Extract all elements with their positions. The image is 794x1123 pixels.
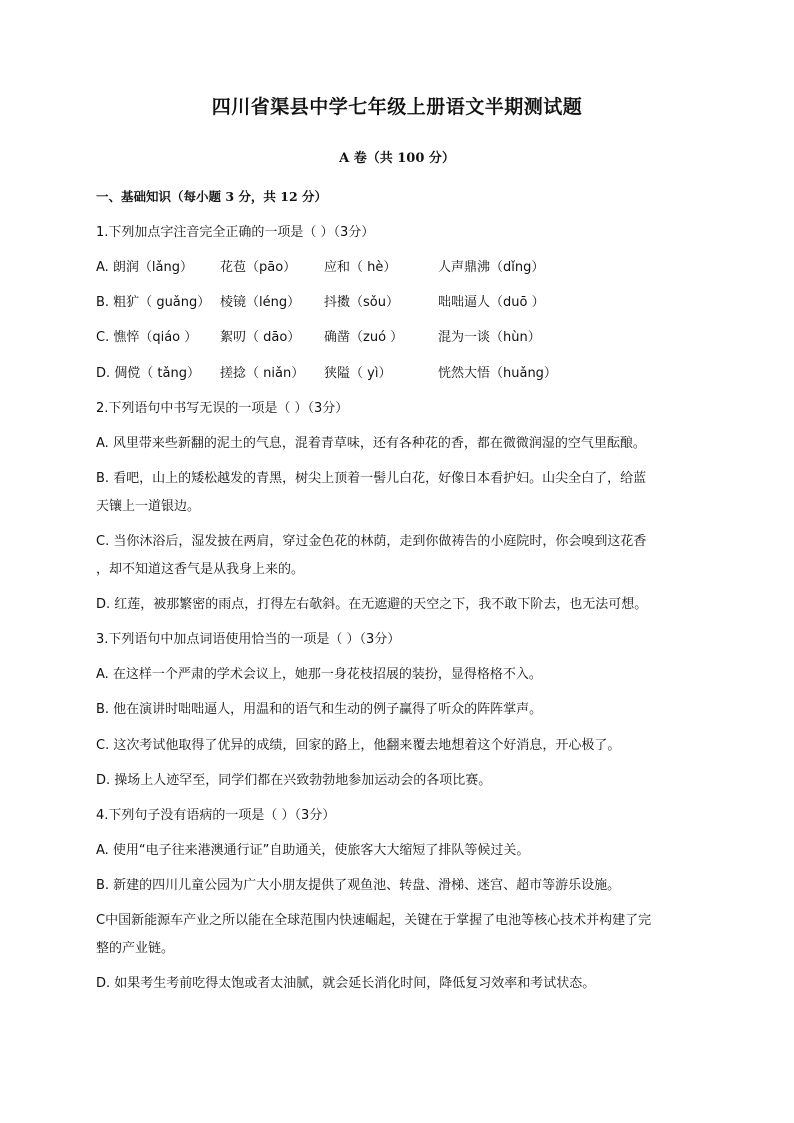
option-text: 絮叨（ dāo） xyxy=(220,330,301,345)
question-2-option-b-line-1: B. 看吧，山上的矮松越发的青黑，树尖上顶着一髻儿白花，好像日本看护妇。山尖全白了，给蓝 xyxy=(96,471,647,486)
option-text: 狭隘（ yì） xyxy=(324,366,392,381)
option-text: 搓捻（ niǎn） xyxy=(220,366,305,381)
question-3-option-c: C. 这次考试他取得了优异的成绩，回家的路上，他翻来覆去地想着这个好消息，开心极了。 xyxy=(96,738,621,753)
option-text: 应和（ hè） xyxy=(324,260,397,275)
question-3-option-a: A. 在这样一个严肃的学术会议上，她那一身花枝招展的装扮，显得格格不入。 xyxy=(96,667,542,682)
option-text: 恍然大悟（huǎng） xyxy=(438,366,557,381)
question-2-option-d: D. 红莲，被那繁密的雨点，打得左右欹斜。在无遮避的天空之下，我不敢下阶去，也无法可想。 xyxy=(96,597,648,612)
question-4-option-c-line-2: 整的产业链。 xyxy=(96,941,175,956)
question-1-option-b xyxy=(96,293,716,313)
question-1-option-c xyxy=(96,328,716,348)
option-text: 棱镜（léng） xyxy=(220,295,301,310)
question-4-option-d: D. 如果考生考前吃得太饱或者太油腻，就会延长消化时间，降低复习效率和考试状态。 xyxy=(96,976,596,991)
question-3-option-b: B. 他在演讲时咄咄逼人，用温和的语气和生动的例子赢得了听众的阵阵掌声。 xyxy=(96,702,543,717)
option-text: 抖擞（sǒu） xyxy=(324,295,399,310)
question-2-option-c-line-1: C. 当你沐浴后，湿发披在两肩，穿过金色花的林荫，走到你做祷告的小庭院时，你会嗅到这花香 xyxy=(96,534,647,549)
question-1-stem: 1.下列加点字注音完全正确的一项是（ ）（3分） xyxy=(96,225,375,240)
option-text: 混为一谈（hùn） xyxy=(438,330,541,345)
question-4-option-b: B. 新建的四川儿童公园为广大小朋友提供了观鱼池、转盘、滑梯、迷宫、超市等游乐设施。 xyxy=(96,878,621,893)
question-4-option-c-line-1: C中国新能源车产业之所以能在全球范围内快速崛起，关键在于掌握了电池等核心技术并构建了完 xyxy=(96,913,652,928)
question-2-stem: 2.下列语句中书写无误的一项是（ ）（3分） xyxy=(96,401,349,416)
question-3-option-d: D. 操场上人迹罕至，同学们都在兴致勃勃地参加运动会的各项比赛。 xyxy=(96,773,492,788)
option-text: 确凿（zuó ） xyxy=(324,330,404,345)
option-text: C. 憔悴（qiáo ） xyxy=(96,330,198,345)
question-3-stem: 3.下列语句中加点词语使用恰当的一项是（ ）（3分） xyxy=(96,632,401,647)
option-text: 咄咄逼人（duō ） xyxy=(438,295,545,310)
question-4-stem: 4.下列句子没有语病的一项是（ ）（3分） xyxy=(96,808,336,823)
option-text: 人声鼎沸（dǐng） xyxy=(438,260,545,275)
question-2-option-a: A. 风里带来些新翻的泥土的气息，混着青草味，还有各种花的香，都在微微润湿的空气里酝酿。 xyxy=(96,436,646,451)
option-text: 花苞（pāo） xyxy=(220,260,297,275)
page-title: 四川省渠县中学七年级上册语文半期测试题 xyxy=(211,96,583,118)
question-4-option-a: A. 使用“电子往来港澳通行证”自助通关，使旅客大大缩短了排队等候过关。 xyxy=(96,843,530,858)
question-2-option-b-line-2: 天镶上一道银边。 xyxy=(96,499,201,514)
option-text: D. 倜傥（ tǎng） xyxy=(96,366,200,381)
option-text: B. 粗犷（ guǎng） xyxy=(96,295,211,310)
question-1-option-a xyxy=(96,258,716,278)
section-heading: 一、基础知识（每小题 3 分，共 12 分） xyxy=(96,189,328,204)
question-2-option-c-line-2: ，却不知道这香气是从我身上来的。 xyxy=(96,562,305,577)
paper-subtitle: A 卷（共 100 分） xyxy=(339,151,455,166)
question-1-option-d xyxy=(96,364,716,384)
option-text: A. 朗润（lǎng） xyxy=(96,260,193,275)
